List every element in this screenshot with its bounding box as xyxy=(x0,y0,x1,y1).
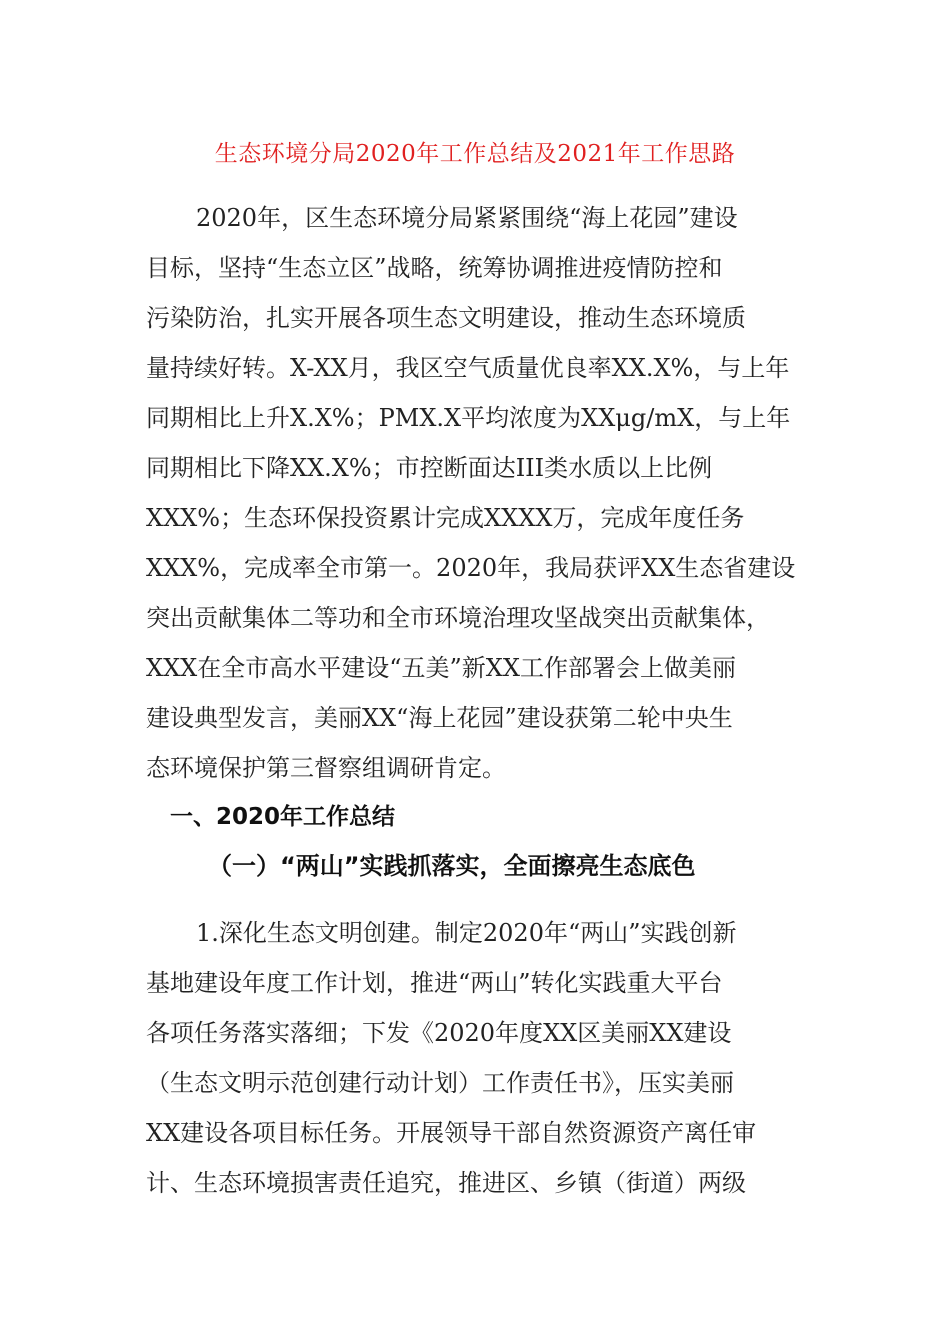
intro-line: 同期相比上升X.X%；PMX.X平均浓度为XXμg/mX，与上年 xyxy=(146,404,791,432)
intro-line: 2020年，区生态环境分局紧紧围绕“海上花园”建设 xyxy=(196,204,738,232)
intro-line: 污染防治，扎实开展各项生态文明建设，推动生态环境质 xyxy=(146,304,746,332)
section-heading: 一、2020年工作总结 xyxy=(170,804,396,830)
intro-line: 建设典型发言，美丽XX“海上花园”建设获第二轮中央生 xyxy=(146,704,733,732)
item-line: （生态文明示范创建行动计划）工作责任书》，压实美丽 xyxy=(146,1069,734,1097)
intro-line: 态环境保护第三督察组调研肯定。 xyxy=(146,754,506,782)
intro-line: 突出贡献集体二等功和全市环境治理攻坚战突出贡献集体， xyxy=(146,604,770,632)
item-line: XX建设各项目标任务。开展领导干部自然资源资产离任审 xyxy=(146,1119,757,1147)
item-line: 计、生态环境损害责任追究，推进区、乡镇（街道）两级 xyxy=(146,1169,746,1197)
intro-line: XXX%，完成率全市第一。2020年，我局获评XX生态省建设 xyxy=(146,554,796,582)
item-line: 基地建设年度工作计划，推进“两山”转化实践重大平台 xyxy=(146,969,723,997)
intro-line: 量持续好转。X-XX月，我区空气质量优良率XX.X%，与上年 xyxy=(146,354,790,382)
intro-line: XXX在全市高水平建设“五美”新XX工作部署会上做美丽 xyxy=(146,654,736,682)
item-line: 1.深化生态文明创建。制定2020年“两山”实践创新 xyxy=(196,919,737,947)
intro-line: 目标，坚持“生态立区”战略，统筹协调推进疫情防控和 xyxy=(146,254,723,282)
intro-line: 同期相比下降XX.X%；市控断面达III类水质以上比例 xyxy=(146,454,713,482)
document-title: 生态环境分局2020年工作总结及2021年工作思路 xyxy=(214,141,736,167)
subsection-heading: （一）“两山”实践抓落实，全面擦亮生态底色 xyxy=(208,852,696,880)
intro-line: XXX%；生态环保投资累计完成XXXX万，完成年度任务 xyxy=(146,504,745,532)
item-line: 各项任务落实落细；下发《2020年度XX区美丽XX建设 xyxy=(146,1019,732,1047)
